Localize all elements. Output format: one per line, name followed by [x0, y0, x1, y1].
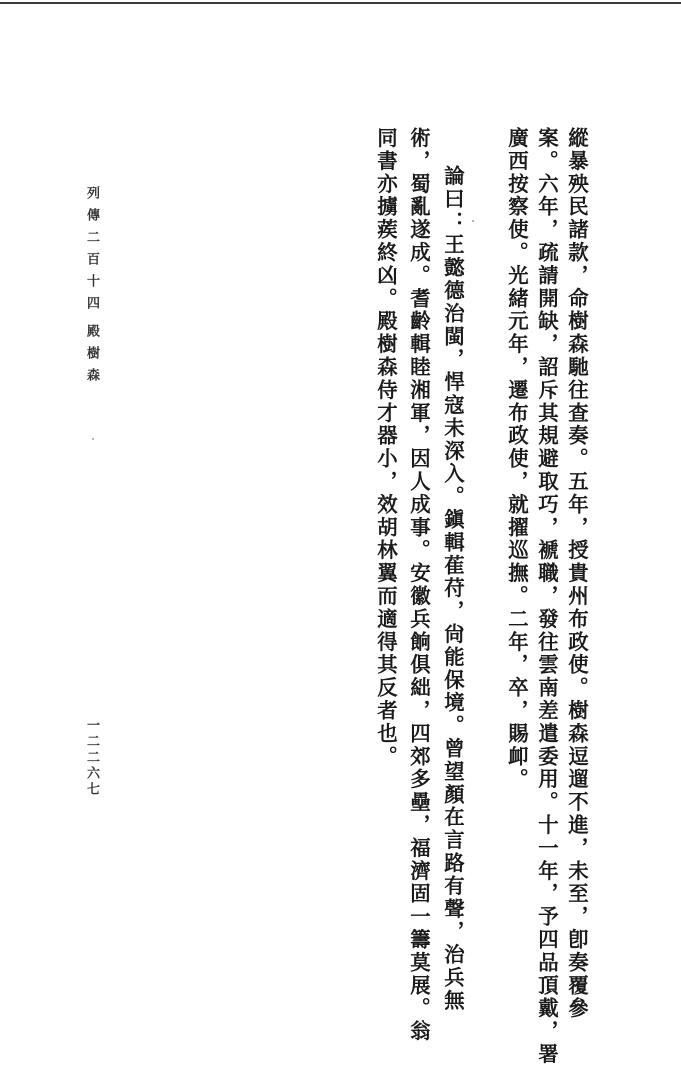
text-column-2: 案。六年，疏請開缺，詔斥其規避取巧，褫職，發往雲南差遣委用。十一年，予四品頂戴，署: [535, 127, 559, 1066]
commentary-column-2: 術，蜀亂遂成。耆齡輯睦湘軍，因人成事。安徽兵餉俱絀，四郊多壘，福濟固一籌莫展。翁: [407, 127, 431, 1043]
scan-speck: [472, 220, 474, 222]
commentary-column-1: 論曰：王懿德治閩，悍寇未深入。鎭輯萑苻，尙能保境。曾望顏在言路有聲，治兵無: [441, 165, 465, 1013]
commentary-column-3: 同書亦擄蒺終凶。殿樹森侍才器小，效胡林翼而適得其反者也。: [374, 127, 398, 769]
page-number: 一二二六七: [84, 718, 99, 798]
running-head-chapter: 列傳二百十四: [84, 186, 99, 318]
running-head-name: 殿樹森: [84, 324, 99, 390]
text-column-1: 縱暴殃民諸款，命樹森馳往查奏。五年，授貴州布政使。樹森逗遛不進，未至，卽奏覆參: [565, 127, 589, 1021]
scan-speck: [92, 438, 94, 440]
top-border-rule: [0, 2, 681, 4]
text-column-3: 廣西按察使。光緒元年，遷布政使，就擢巡撫。二年，卒，賜卹。: [505, 127, 529, 792]
